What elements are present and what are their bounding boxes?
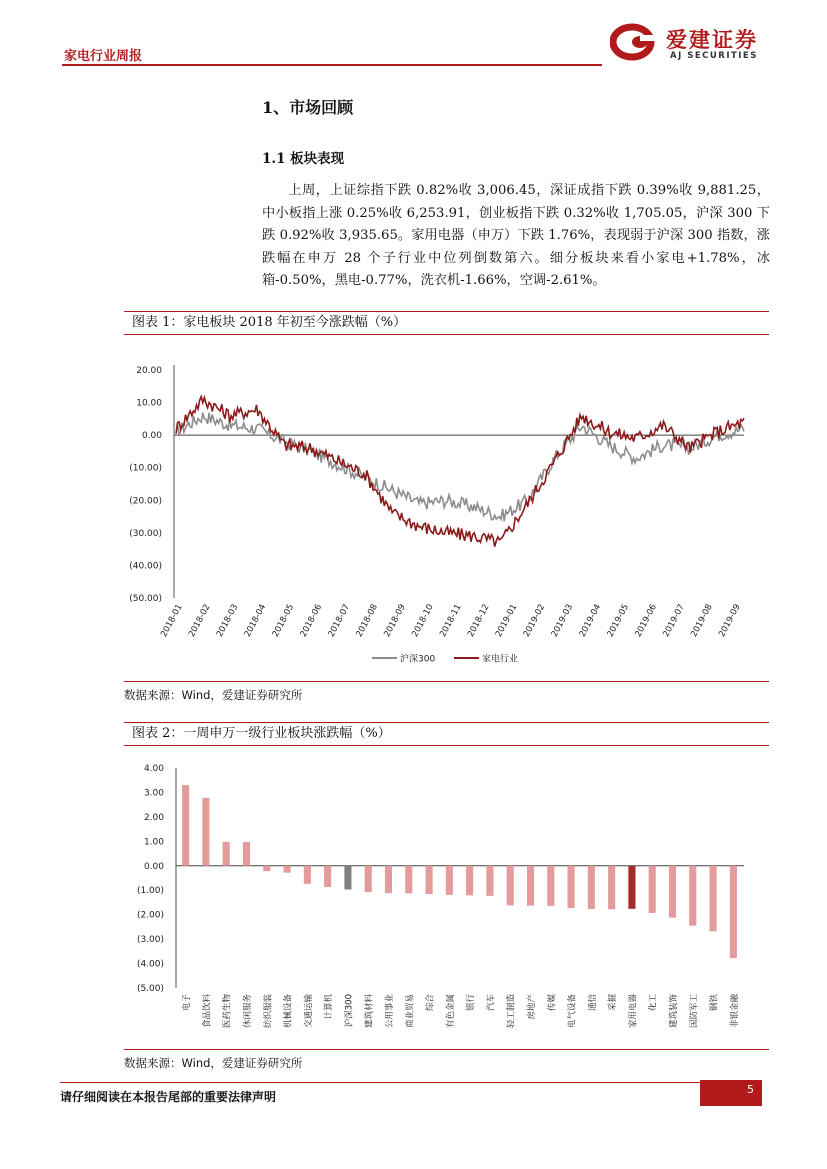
x-tick-label: 有色金属 (445, 994, 456, 1029)
x-tick-label: 银行 (466, 994, 477, 1012)
x-tick-label: 建筑装饰 (669, 994, 679, 1029)
brand-logo (610, 22, 770, 64)
x-tick-label: 采掘 (608, 994, 619, 1012)
page-number: 5 (700, 1080, 762, 1106)
x-tick-label: 轻工制造 (506, 994, 517, 1029)
header-divider (62, 64, 602, 66)
x-tick-label: 医药生物 (222, 994, 233, 1029)
brand-name-cn: 爱建证券 (666, 27, 758, 52)
y-tick-label: 2.00 (143, 812, 164, 823)
market-review-paragraph: 上周，上证综指下跌 0.82%收 3,006.45，深证成指下跌 0.39%收 9,881.25，中小板指上涨 0.25%收 6,253.91，创业板指下跌 0.32%收 1,705.05，沪深 300 下跌 0.92%收 3,935.65。家用电器（申万）下跌 1.76%，表现弱于沪深 300 指数，涨跌幅在申万 28 个子行业中位列倒数第六。细分板块来看小家电+1.78%，冰箱-0.50%，黑电-0.77%，洗衣机-1.66%，空调-2.61%。 (262, 183, 770, 289)
y-tick-label: (30.00) (129, 528, 162, 539)
brand-logo-icon (610, 22, 662, 62)
series-line-0 (176, 413, 744, 521)
bar (466, 866, 473, 896)
x-tick-label: 2019-06 (633, 602, 659, 639)
section-heading: 1、市场回顾 (262, 98, 354, 117)
bar (649, 866, 656, 913)
x-tick-label: 2018-08 (354, 602, 380, 639)
x-tick-label: 计算机 (324, 994, 335, 1020)
x-tick-label: 钢铁 (709, 994, 720, 1012)
x-tick-label: 2018-12 (466, 602, 492, 639)
bar (385, 866, 392, 893)
x-tick-label: 房地产 (527, 994, 537, 1020)
bar (730, 866, 737, 958)
y-tick-label: 4.00 (143, 764, 164, 774)
x-tick-label: 商业贸易 (405, 994, 416, 1029)
figure1-title: 图表 1：家电板块 2018 年初至今涨跌幅（%） (124, 311, 769, 335)
bar (284, 866, 291, 873)
x-tick-label: 家用电器 (628, 994, 639, 1029)
x-tick-label: 2019-01 (493, 602, 520, 639)
bar (527, 866, 534, 906)
y-tick-label: (2.00) (136, 910, 164, 921)
x-tick-label: 2019-08 (689, 602, 715, 639)
x-tick-label: 电气设备 (567, 994, 578, 1029)
x-tick-label: 建筑材料 (364, 994, 375, 1029)
y-tick-label: 20.00 (136, 366, 162, 376)
y-tick-label: (5.00) (136, 984, 164, 994)
bar (568, 866, 575, 908)
x-tick-label: 2018-03 (214, 602, 241, 639)
bar (182, 785, 189, 866)
x-tick-label: 机械设备 (283, 994, 294, 1029)
x-tick-label: 2018-01 (159, 602, 185, 639)
x-tick-label: 2019-04 (577, 602, 604, 639)
y-tick-label: (10.00) (129, 463, 162, 474)
bar (628, 866, 635, 909)
x-tick-label: 食品饮料 (202, 994, 213, 1029)
brand-name-en: AJ SECURITIES (670, 51, 758, 61)
x-tick-label: 2019-02 (521, 602, 548, 639)
y-tick-label: 0.00 (141, 431, 162, 442)
y-tick-label: 3.00 (143, 788, 164, 799)
bar (446, 866, 453, 895)
y-tick-label: 1.00 (143, 837, 164, 848)
x-tick-label: 汽车 (486, 994, 497, 1012)
x-tick-label: 纺织服装 (263, 994, 274, 1029)
x-tick-label: 电子 (182, 994, 193, 1012)
x-tick-label: 2019-03 (549, 602, 576, 639)
y-tick-label: (3.00) (136, 935, 164, 946)
bar (426, 866, 433, 894)
x-tick-label: 公用事业 (385, 994, 395, 1029)
bar (304, 866, 311, 884)
bar (263, 866, 270, 871)
x-tick-label: 2019-05 (605, 602, 632, 639)
x-tick-label: 传媒 (547, 994, 558, 1012)
industry-bar-chart (124, 750, 769, 1050)
bar (365, 866, 372, 892)
x-tick-label: 综合 (425, 994, 436, 1012)
y-tick-label: (1.00) (136, 886, 164, 897)
bar (669, 866, 676, 918)
x-tick-label: 2019-09 (717, 602, 743, 639)
header-title: 家电行业周报 (64, 49, 143, 64)
bar (689, 866, 696, 926)
figure2-source-divider (124, 1049, 769, 1050)
x-tick-label: 通信 (587, 994, 598, 1012)
bar (547, 866, 554, 906)
x-tick-label: 2018-06 (298, 602, 325, 639)
legend-label-0: 沪深300 (400, 654, 436, 665)
footer-disclaimer: 请仔细阅读在本报告尾部的重要法律声明 (60, 1090, 277, 1104)
bar (202, 798, 209, 866)
y-tick-label: (40.00) (129, 561, 162, 572)
bar (608, 866, 615, 910)
x-tick-label: 2018-11 (438, 602, 464, 639)
x-tick-label: 休闲服务 (243, 994, 253, 1029)
x-tick-label: 2018-04 (242, 602, 269, 639)
x-tick-label: 沪深300 (344, 994, 355, 1028)
bar (588, 866, 595, 909)
bar (710, 866, 717, 932)
y-tick-label: (4.00) (136, 959, 164, 970)
x-tick-label: 2018-09 (382, 602, 408, 639)
bar (243, 842, 250, 866)
bar (486, 866, 493, 896)
bar (507, 866, 514, 906)
x-tick-label: 交通运输 (303, 994, 314, 1029)
bar (405, 866, 412, 894)
series-line-1 (176, 397, 744, 547)
x-tick-label: 非银金融 (729, 994, 740, 1029)
footer-divider (60, 1082, 760, 1083)
appliance-line-chart (124, 340, 769, 680)
bar (344, 866, 351, 890)
x-tick-label: 2018-05 (270, 602, 297, 639)
bar (324, 866, 331, 887)
figure2-title: 图表 2：一周申万一级行业板块涨跌幅（%） (124, 722, 769, 746)
y-tick-label: 10.00 (136, 398, 162, 409)
figure1-source: 数据来源：Wind，爱建证券研究所 (124, 688, 303, 702)
x-tick-label: 2018-07 (326, 602, 353, 639)
x-tick-label: 2018-02 (187, 602, 213, 639)
figure2-source: 数据来源：Wind，爱建证券研究所 (124, 1056, 303, 1070)
section-subheading: 1.1 板块表现 (262, 151, 345, 167)
y-tick-label: 0.00 (143, 861, 164, 872)
figure1-source-divider (124, 681, 769, 682)
x-tick-label: 2018-10 (410, 602, 436, 639)
y-tick-label: (50.00) (129, 594, 162, 604)
x-tick-label: 国防军工 (689, 994, 700, 1029)
x-tick-label: 化工 (648, 994, 659, 1012)
x-tick-label: 2019-07 (661, 602, 687, 639)
y-tick-label: (20.00) (129, 496, 162, 507)
legend-label-1: 家电行业 (482, 654, 519, 665)
bar (223, 842, 230, 866)
